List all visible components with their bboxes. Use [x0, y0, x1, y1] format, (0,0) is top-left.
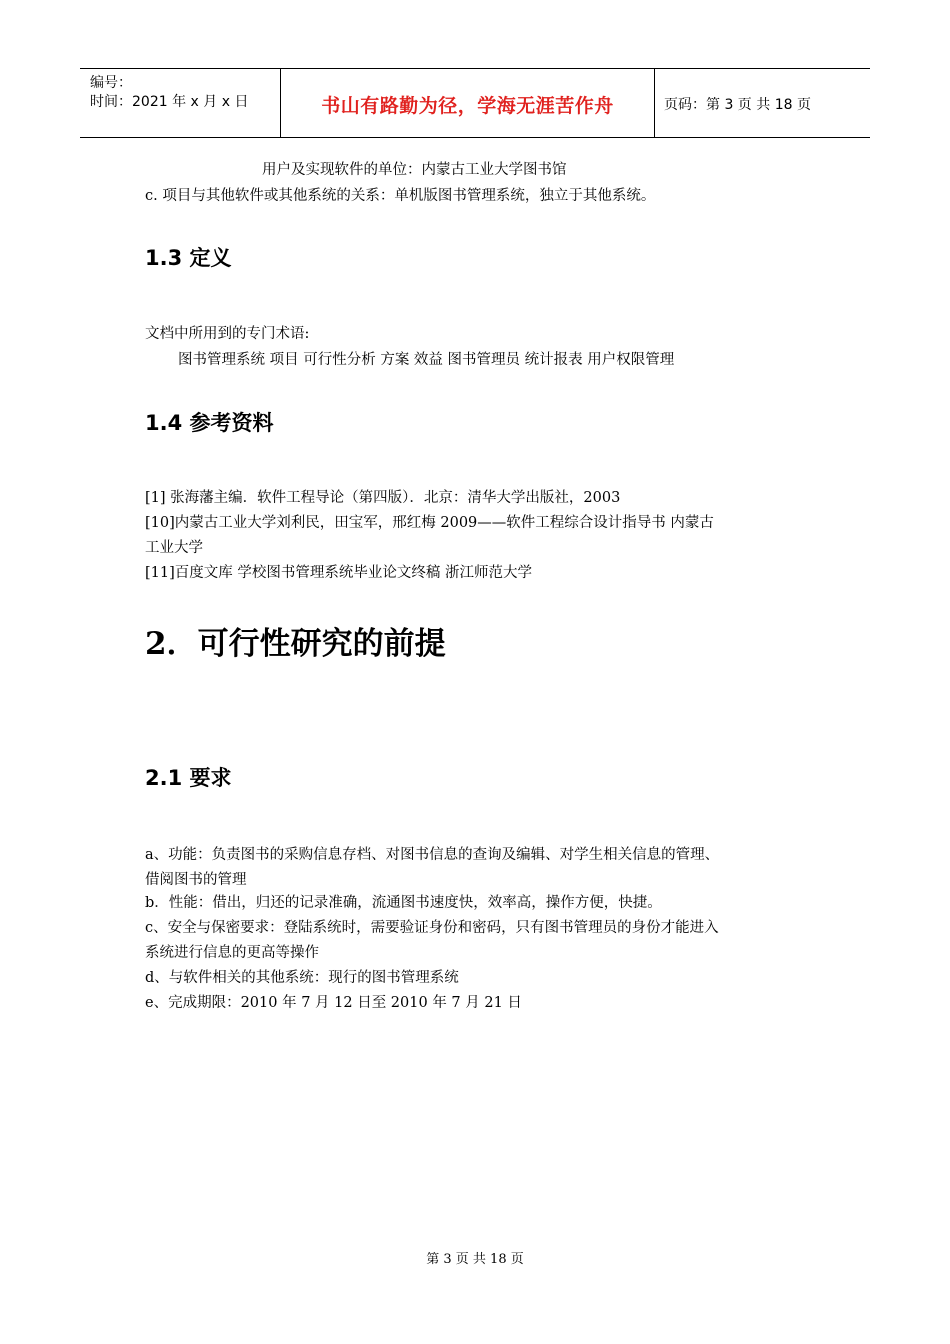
number-label: 编号： — [90, 75, 132, 91]
requirement-d: d、与软件相关的其他系统：现行的图书管理系统 — [145, 970, 459, 986]
requirement-e: e、完成期限：2010 年 7 月 12 日至 2010 年 7 月 21 日 — [145, 995, 522, 1011]
heading-2-1: 2.1 要求 — [145, 766, 232, 790]
heading-1-4: 1.4 参考资料 — [145, 411, 274, 435]
user-unit-line: 用户及实现软件的单位：内蒙古工业大学图书馆 — [262, 162, 567, 178]
requirement-a-line1: a、功能：负责图书的采购信息存档、对图书信息的查询及编辑、对学生相关信息的管理、 — [145, 847, 720, 863]
reference-10-line1: [10]内蒙古工业大学刘利民，田宝军，邢红梅 2009——软件工程综合设计指导书 内蒙古 — [145, 515, 714, 531]
requirement-b: b．性能：借出，归还的记录准确，流通图书速度快，效率高，操作方便，快捷。 — [145, 895, 662, 911]
motto: 书山有路勤为径，学海无涯苦作舟 — [321, 95, 614, 117]
reference-1: [1] 张海藩主编．软件工程导论（第四版）．北京：清华大学出版社，2003 — [145, 490, 621, 506]
page-header — [80, 68, 870, 138]
requirement-c-line2: 系统进行信息的更高等操作 — [145, 945, 319, 961]
terms-list: 图书管理系统 项目 可行性分析 方案 效益 图书管理员 统计报表 用户权限管理 — [178, 352, 675, 368]
header-page-info: 页码：第 3 页 共 18 页 — [664, 97, 811, 113]
page-footer: 第 3 页 共 18 页 — [426, 1252, 524, 1267]
requirement-c-line1: c、安全与保密要求：登陆系统时，需要验证身份和密码，只有图书管理员的身份才能进入 — [145, 920, 719, 936]
requirement-a-line2: 借阅图书的管理 — [145, 872, 247, 888]
heading-2: 2．可行性研究的前提 — [145, 626, 446, 662]
reference-10-line2: 工业大学 — [145, 540, 203, 556]
header-meta-cell — [80, 69, 281, 137]
heading-1-3: 1.3 定义 — [145, 246, 232, 270]
reference-11: [11]百度文库 学校图书管理系统毕业论文终稿 浙江师范大学 — [145, 565, 532, 581]
header-motto-cell — [281, 69, 655, 137]
time-label: 时间：2021 年 x 月 x 日 — [90, 94, 249, 110]
terms-intro: 文档中所用到的专门术语: — [145, 326, 310, 342]
relation-line: c. 项目与其他软件或其他系统的关系：单机版图书管理系统，独立于其他系统。 — [145, 188, 656, 204]
